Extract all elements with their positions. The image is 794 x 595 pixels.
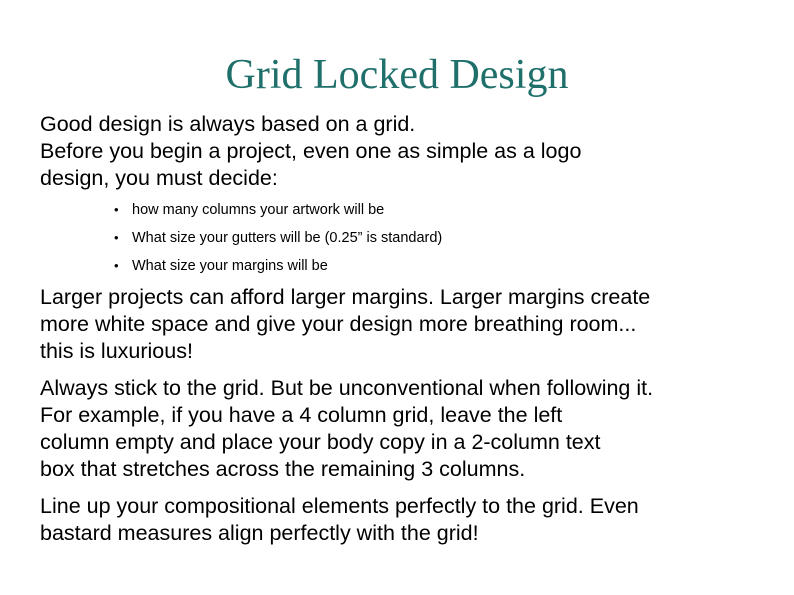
list-item-text: What size your gutters will be (0.25” is standard)	[132, 230, 443, 246]
lineup-line-2: bastard measures align perfectly with the grid!	[40, 521, 479, 545]
grid-line-2: For example, if you have a 4 column grid, leave the left	[40, 403, 563, 427]
decision-list	[40, 202, 770, 274]
bullet-dot-icon: •	[114, 258, 119, 273]
intro-line-2: Before you begin a project, even one as simple as a logo	[40, 139, 582, 163]
list-item-text: how many columns your artwork will be	[132, 202, 385, 218]
grid-paragraph	[40, 375, 770, 483]
margins-line-3: this is luxurious!	[40, 339, 193, 363]
lineup-paragraph	[40, 493, 770, 547]
slide-body	[40, 111, 770, 547]
bullet-dot-icon: •	[114, 202, 119, 217]
bullet-dot-icon: •	[114, 230, 119, 245]
intro-line-3: design, you must decide:	[40, 166, 278, 190]
grid-line-3: column empty and place your body copy in a 2-column text	[40, 430, 601, 454]
grid-line-1: Always stick to the grid. But be unconventional when following it.	[40, 376, 654, 400]
intro-paragraph	[40, 111, 770, 192]
list-item	[112, 258, 770, 274]
list-item	[112, 230, 770, 246]
list-item	[112, 202, 770, 218]
margins-line-2: more white space and give your design more breathing room...	[40, 312, 637, 336]
grid-line-4: box that stretches across the remaining 3 columns.	[40, 457, 526, 481]
intro-line-1: Good design is always based on a grid.	[40, 112, 416, 136]
list-item-text: What size your margins will be	[132, 258, 328, 274]
margins-paragraph	[40, 284, 770, 365]
slide-title: Grid Locked Design	[225, 52, 569, 98]
margins-line-1: Larger projects can afford larger margins. Larger margins create	[40, 285, 651, 309]
lineup-line-1: Line up your compositional elements perfectly to the grid. Even	[40, 494, 639, 518]
